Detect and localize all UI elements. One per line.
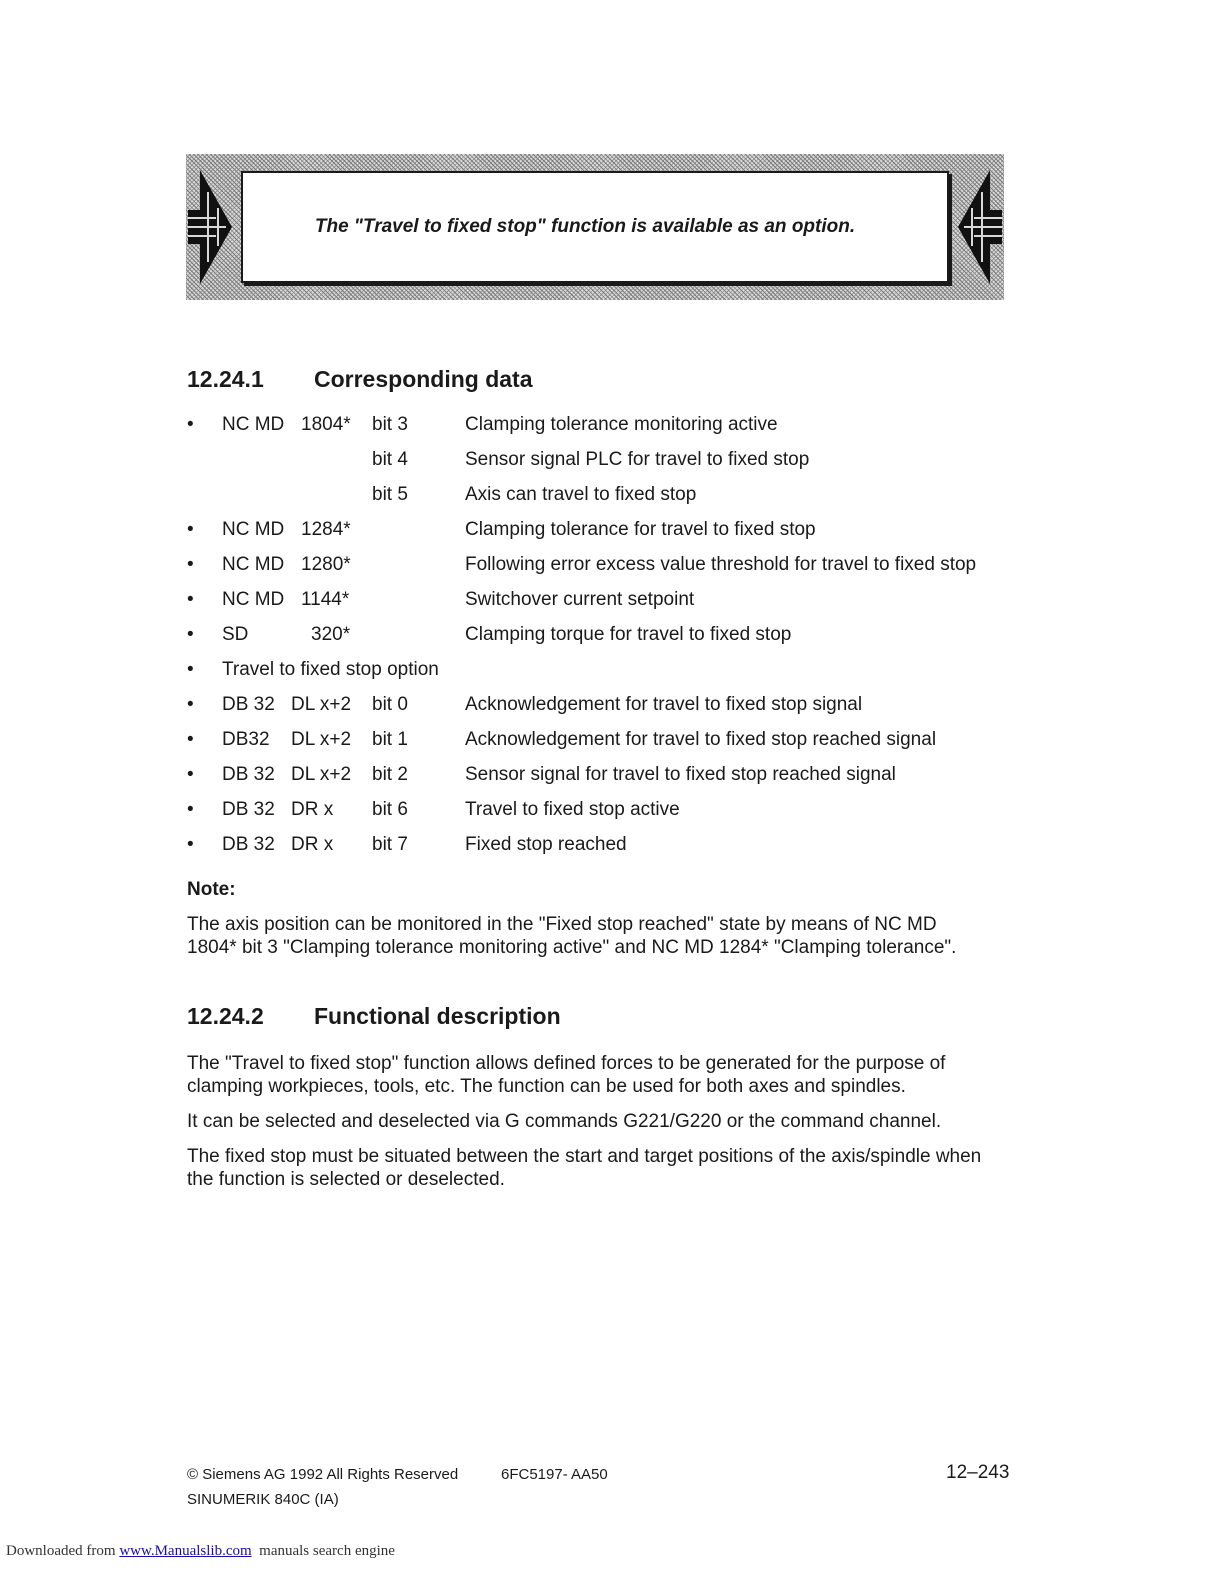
note-text: The axis position can be monitored in the "Fixed stop reached" state by means of NC MD 1804* bit 3 "Clamping tolerance monitoring active" and NC MD 1284* "Clamping tolerance".	[187, 914, 957, 958]
paragraph: It can be selected and deselected via G commands G221/G220 or the command channel.	[187, 1111, 942, 1132]
list-item: bit 4 Sensor signal PLC for travel to fixed stop	[372, 449, 810, 470]
section-title: Corresponding data	[314, 366, 533, 392]
paragraph: The "Travel to fixed stop" function allows defined forces to be generated for the purpose of clamping workpieces, tools, etc. The function can be used for both axes and spindles.	[187, 1053, 946, 1097]
list-item: • Travel to fixed stop option	[187, 659, 439, 680]
list-item: • NC MD 1284* Clamping tolerance for travel to fixed stop	[187, 519, 816, 540]
arrow-left-icon	[956, 162, 1004, 292]
list-item: • DB 32 DL x+2 bit 2 Sensor signal for travel to fixed stop reached signal	[187, 764, 896, 785]
download-notice: Downloaded from www.Manualslib.com manuals search engine	[6, 1543, 395, 1559]
section-title: Functional description	[314, 1003, 561, 1029]
list-item: • DB32 DL x+2 bit 1 Acknowledgement for travel to fixed stop reached signal	[187, 729, 937, 750]
footer-product: SINUMERIK 840C (IA)	[187, 1491, 339, 1508]
section-number: 12.24.1	[187, 366, 264, 392]
list-item: • NC MD 1804* bit 3 Clamping tolerance monitoring active	[187, 414, 778, 435]
list-item: • NC MD 1280* Following error excess value threshold for travel to fixed stop	[187, 554, 977, 575]
page-number: 12–243	[946, 1462, 1010, 1483]
list-item: • SD 320* Clamping torque for travel to fixed stop	[187, 624, 792, 645]
footer-order-number: 6FC5197- AA50	[501, 1466, 608, 1483]
note-label: Note:	[187, 879, 236, 900]
list-item: • DB 32 DR x bit 6 Travel to fixed stop active	[187, 799, 680, 820]
section-heading-corresponding-data	[187, 366, 533, 393]
list-item: bit 5 Axis can travel to fixed stop	[372, 484, 697, 505]
list-item: • DB 32 DR x bit 7 Fixed stop reached	[187, 834, 627, 855]
arrow-right-icon	[186, 162, 234, 292]
banner-text: The "Travel to fixed stop" function is available as an option.	[314, 216, 856, 237]
footer-copyright: © Siemens AG 1992 All Rights Reserved	[187, 1466, 459, 1483]
section-heading-functional-description	[187, 1003, 561, 1030]
option-banner	[186, 154, 1004, 300]
list-item: • NC MD 1144* Switchover current setpoint	[187, 589, 695, 610]
paragraph: The fixed stop must be situated between the start and target positions of the axis/spindle when the function is selected or deselected.	[187, 1146, 982, 1190]
list-item: • DB 32 DL x+2 bit 0 Acknowledgement for travel to fixed stop signal	[187, 694, 863, 715]
banner-box	[241, 171, 949, 283]
section-number: 12.24.2	[187, 1003, 264, 1029]
manualslib-link[interactable]: www.Manualslib.com	[119, 1543, 252, 1559]
